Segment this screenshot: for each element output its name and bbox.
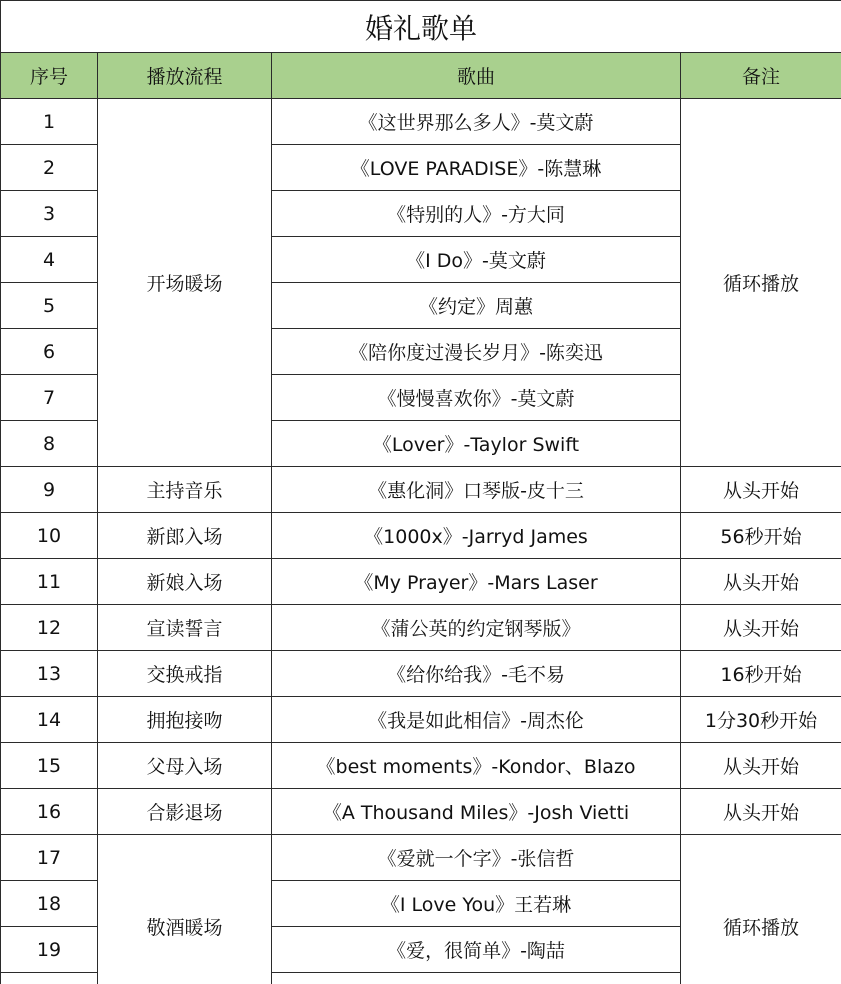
row-index: 18 — [1, 881, 98, 927]
header-process: 播放流程 — [98, 53, 272, 99]
note-cell: 16秒开始 — [681, 651, 841, 697]
song-cell: 《这世界那么多人》-莫文蔚 — [272, 99, 681, 145]
row-index: 10 — [1, 513, 98, 559]
row-index: 3 — [1, 191, 98, 237]
row-index: 1 — [1, 99, 98, 145]
row-index: 16 — [1, 789, 98, 835]
note-cell-opening: 循环播放 — [681, 99, 841, 467]
song-cell: 《I Do》-莫文蔚 — [272, 237, 681, 283]
table-row — [1, 743, 841, 789]
row-index: 15 — [1, 743, 98, 789]
song-cell: 《给你给我》-毛不易 — [272, 651, 681, 697]
process-cell: 新娘入场 — [98, 559, 272, 605]
header-index: 序号 — [1, 53, 98, 99]
table-title: 婚礼歌单 — [1, 1, 841, 53]
song-cell: 《惠化洞》口琴版-皮十三 — [272, 467, 681, 513]
song-cell: 《A Thousand Miles》-Josh Vietti — [272, 789, 681, 835]
row-index: 6 — [1, 329, 98, 375]
song-cell: 《爱就一个字》-张信哲 — [272, 835, 681, 881]
song-cell: 《特别的人》-方大同 — [272, 191, 681, 237]
row-index: 2 — [1, 145, 98, 191]
song-cell: 《LOVE PARADISE》-陈慧琳 — [272, 145, 681, 191]
process-cell: 拥抱接吻 — [98, 697, 272, 743]
song-cell: 《约定》周蕙 — [272, 283, 681, 329]
table-row — [1, 789, 841, 835]
table-row — [1, 559, 841, 605]
process-cell: 合影退场 — [98, 789, 272, 835]
song-cell: 《蒲公英的约定钢琴版》 — [272, 605, 681, 651]
row-index: 5 — [1, 283, 98, 329]
row-index: 7 — [1, 375, 98, 421]
song-cell: 《I Love You》王若琳 — [272, 881, 681, 927]
row-index: 8 — [1, 421, 98, 467]
row-index: 13 — [1, 651, 98, 697]
process-cell: 宣读誓言 — [98, 605, 272, 651]
row-index: 17 — [1, 835, 98, 881]
note-cell-toast: 循环播放 — [681, 835, 841, 984]
table-row — [1, 99, 841, 145]
process-cell: 父母入场 — [98, 743, 272, 789]
note-cell: 1分30秒开始 — [681, 697, 841, 743]
note-cell: 从头开始 — [681, 789, 841, 835]
song-cell: 《My Prayer》-Mars Laser — [272, 559, 681, 605]
row-index: 12 — [1, 605, 98, 651]
header-note: 备注 — [681, 53, 841, 99]
song-cell: 《爱，很简单》-陶喆 — [272, 927, 681, 973]
process-cell: 交换戒指 — [98, 651, 272, 697]
row-index: 14 — [1, 697, 98, 743]
row-index: 9 — [1, 467, 98, 513]
header-song: 歌曲 — [272, 53, 681, 99]
song-cell: 《慢慢喜欢你》-莫文蔚 — [272, 375, 681, 421]
process-cell: 新郎入场 — [98, 513, 272, 559]
row-index — [1, 973, 98, 984]
process-cell: 主持音乐 — [98, 467, 272, 513]
note-cell: 从头开始 — [681, 605, 841, 651]
song-cell: 《陪你度过漫长岁月》-陈奕迅 — [272, 329, 681, 375]
table-row — [1, 697, 841, 743]
table-row — [1, 513, 841, 559]
song-cell: 《1000x》-Jarryd James — [272, 513, 681, 559]
table-row — [1, 467, 841, 513]
note-cell: 从头开始 — [681, 559, 841, 605]
row-index: 11 — [1, 559, 98, 605]
table-row — [1, 605, 841, 651]
note-cell: 从头开始 — [681, 743, 841, 789]
note-cell: 56秒开始 — [681, 513, 841, 559]
table-row — [1, 835, 841, 881]
process-cell-toast: 敬酒暖场 — [98, 835, 272, 984]
song-cell: 《best moments》-Kondor、Blazo — [272, 743, 681, 789]
song-cell: 《我是如此相信》-周杰伦 — [272, 697, 681, 743]
row-index: 4 — [1, 237, 98, 283]
process-cell-opening: 开场暖场 — [98, 99, 272, 467]
table-row — [1, 651, 841, 697]
row-index: 19 — [1, 927, 98, 973]
song-cell: 《Lover》-Taylor Swift — [272, 421, 681, 467]
note-cell: 从头开始 — [681, 467, 841, 513]
song-cell — [272, 973, 681, 984]
